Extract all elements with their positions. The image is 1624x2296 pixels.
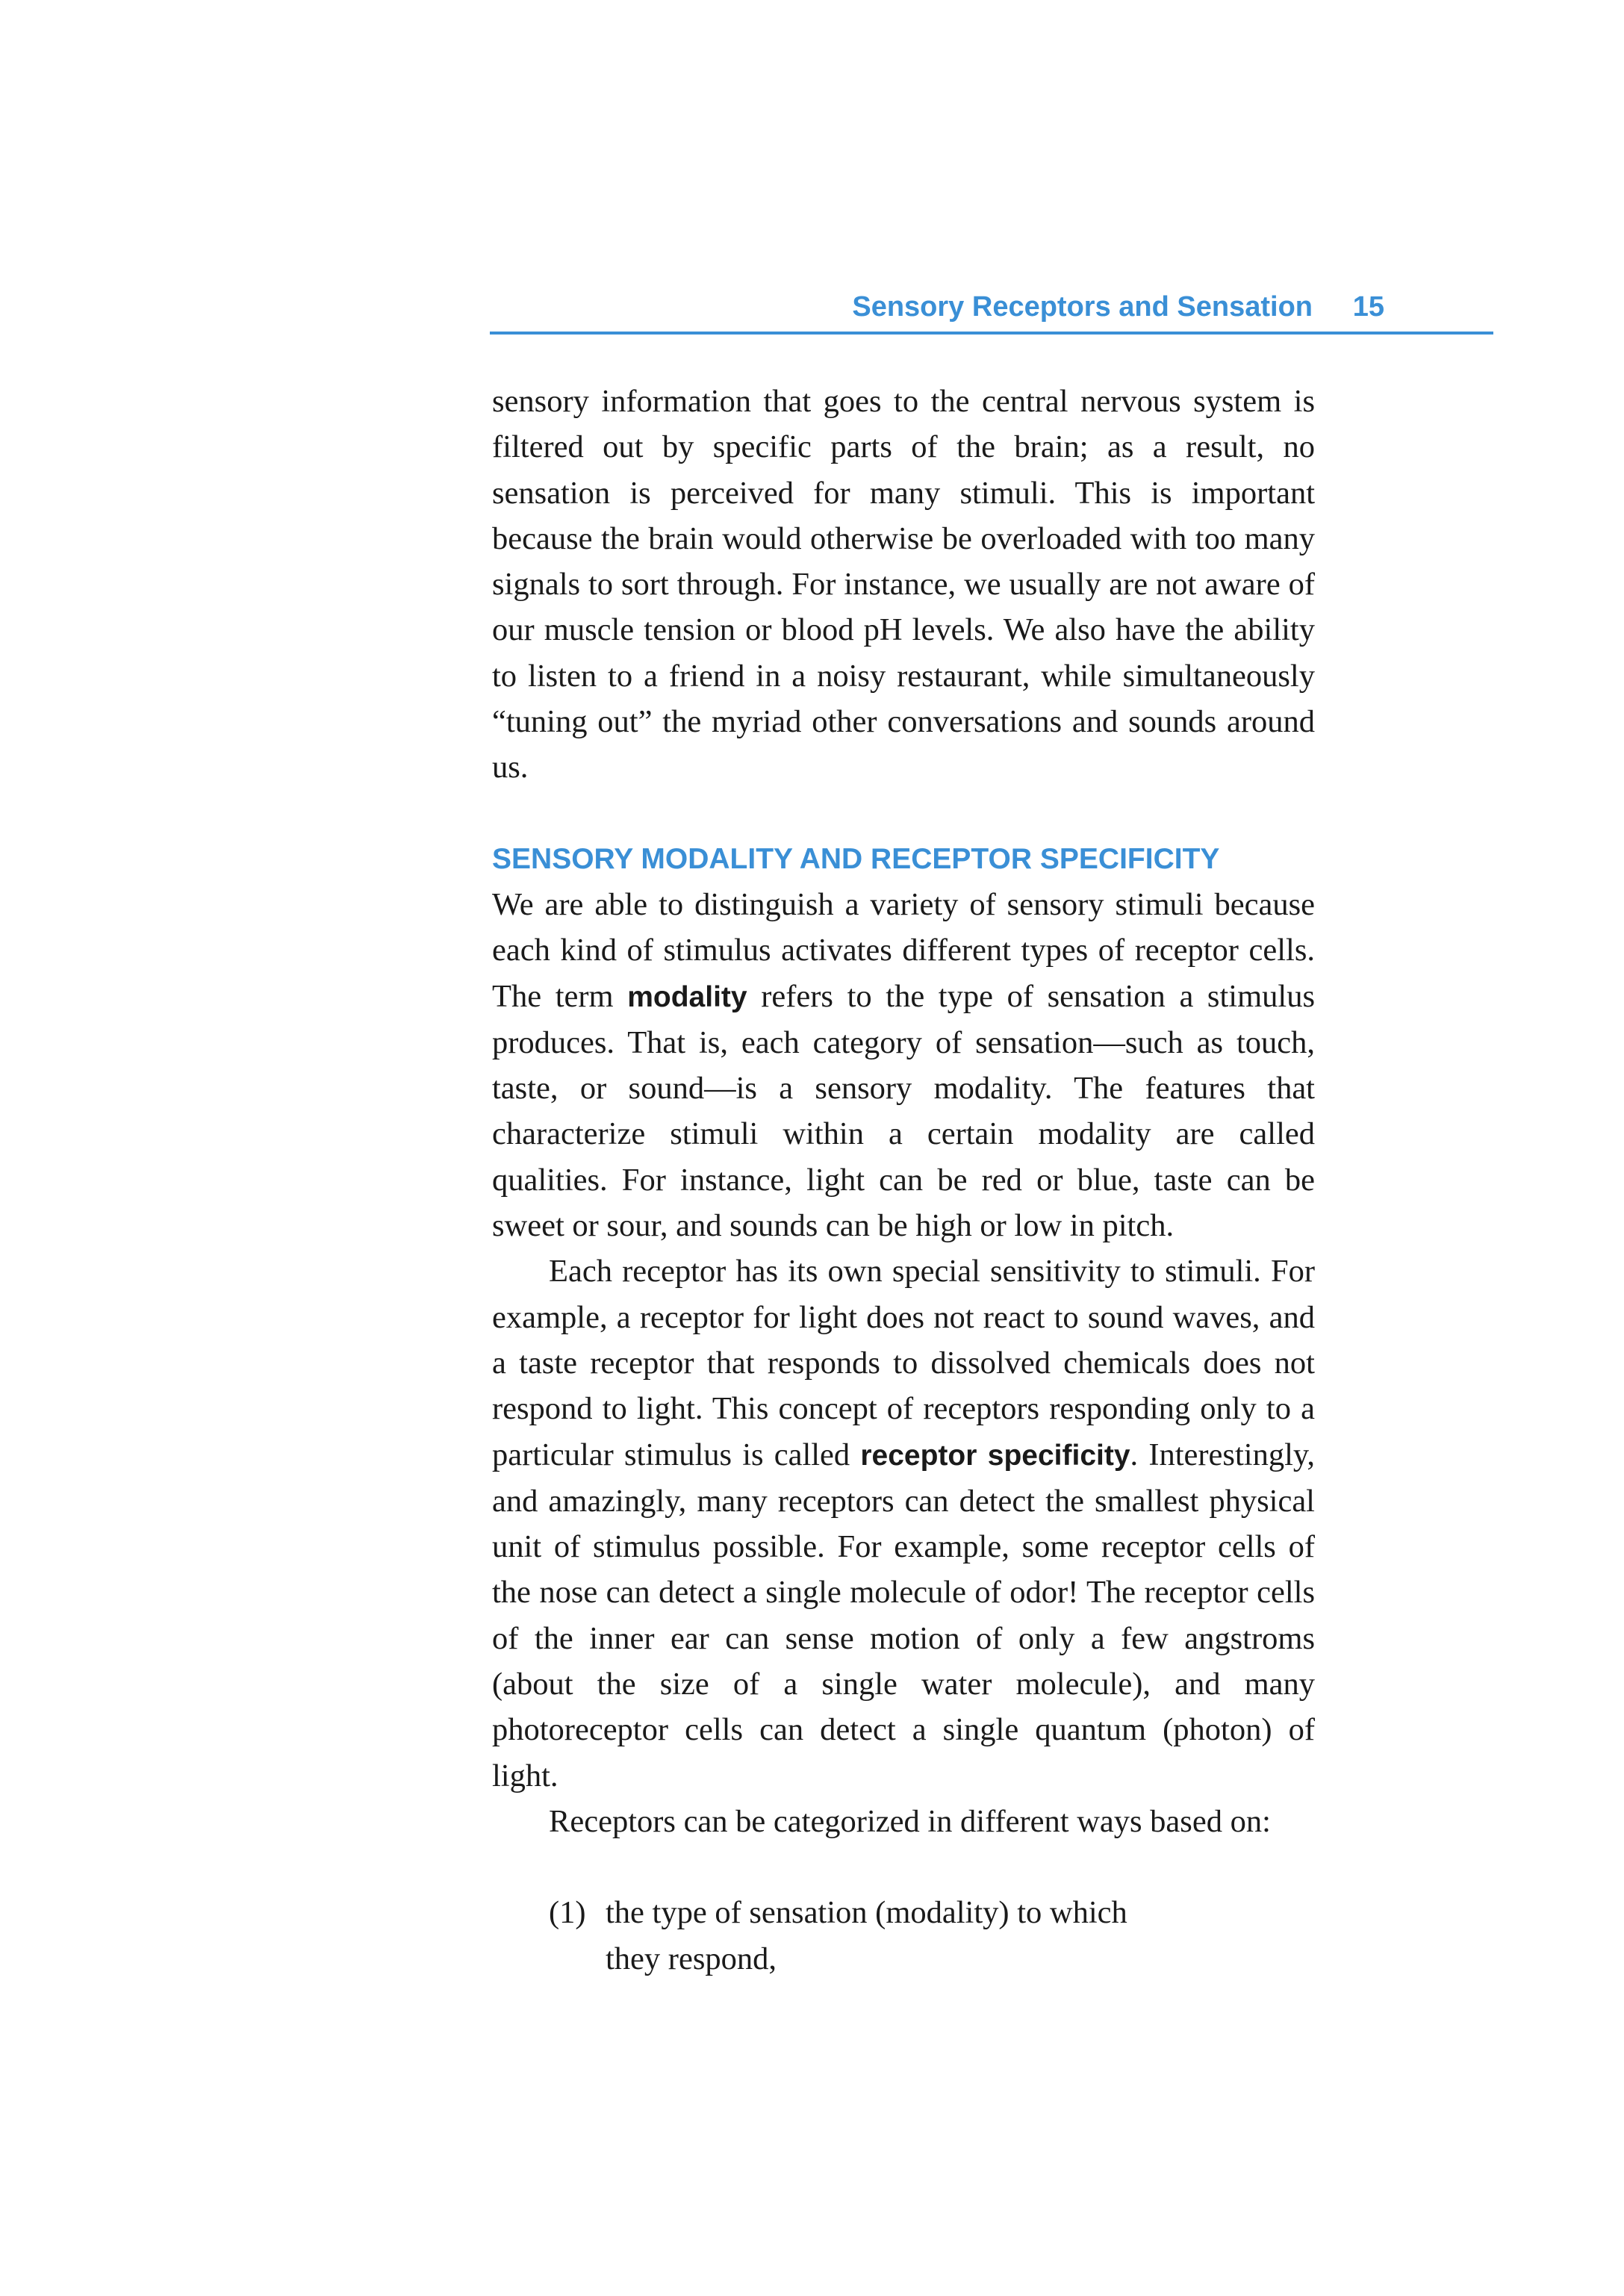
body-text <box>492 379 1315 1982</box>
paragraph-2 <box>492 882 1315 1248</box>
numbered-list <box>492 1890 1140 1982</box>
paragraph-3-text-a: Each receptor has its own special sensitivity to stimuli. For example, a receptor for light does not react to sound waves, and a taste receptor that responds to dissolved chemicals does not respond to light. This concept of receptors responding only to a particular stimulus is called <box>492 1254 1315 1472</box>
running-title: Sensory Receptors and Sensation <box>852 291 1313 323</box>
page-number: 15 <box>1352 291 1384 323</box>
list-item <box>549 1890 1140 1982</box>
paragraph-2-text-b: refers to the type of sensation a stimulus produces. That is, each category of sensation—such as touch, taste, or sound—is a sensory modality. The features that characterize stimuli within a certain modality are called qualities. For instance, light can be red or blue, taste can be sweet or sour, and sounds can be high or low in pitch. <box>492 978 1315 1244</box>
paragraph-3-text-b: . Interestingly, and amazingly, many receptors can detect the smallest physical unit of stimulus possible. For example, some receptor cells of the nose can detect a single molecule of odor! The receptor cells of the inner ear can sense motion of only a few angstroms (about the size of a single water molecule), and many photoreceptor cells can detect a single quantum (photon) of light. <box>492 1437 1315 1793</box>
paragraph-2-text-a: We are able to distinguish a variety of sensory stimuli because each kind of stimulus activates different types of receptor cells. The term <box>492 886 1315 1014</box>
term-modality: modality <box>627 980 747 1013</box>
section-heading: SENSORY MODALITY AND RECEPTOR SPECIFICITY <box>492 842 1220 875</box>
list-item-number: (1) <box>549 1895 586 1931</box>
term-receptor-specificity: receptor specificity <box>860 1439 1130 1472</box>
paragraph-4: Receptors can be categorized in different ways based on: <box>549 1803 1271 1839</box>
paragraph-3 <box>492 1248 1315 1799</box>
list-item-text: the type of sensation (modality) to which they respond, <box>606 1895 1127 1976</box>
paragraph-1: sensory information that goes to the central nervous system is filtered out by specific parts of the brain; as a result, no sensation is perceived for many stimuli. This is important because the brain would otherwise be overloaded with too many signals to sort through. For instance, we usually are not aware of our muscle tension or blood pH levels. We also have the ability to listen to a friend in a noisy restaurant, while simultaneously “tuning out” the myriad other conversations and sounds around us. <box>492 384 1315 785</box>
running-head <box>490 287 1493 335</box>
